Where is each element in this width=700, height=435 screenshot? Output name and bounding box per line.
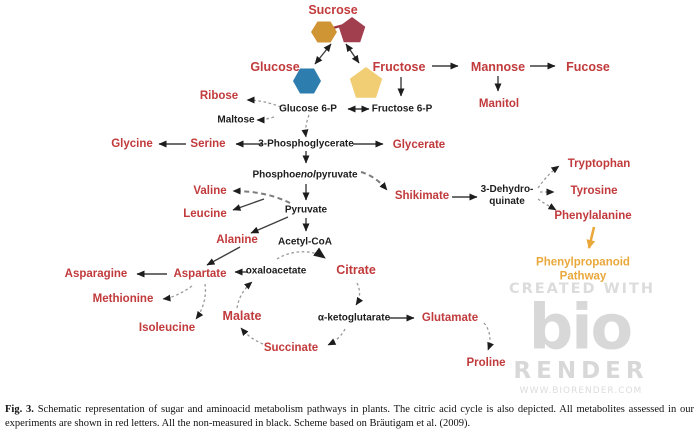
- pep-suffix: pyruvate: [315, 169, 358, 181]
- node-mannose: Mannose: [470, 60, 526, 74]
- arrow-glucose6p-ribose: [247, 100, 281, 107]
- node-isoleucine: Isoleucine: [138, 322, 196, 334]
- node-fructose6p: Fructose 6-P: [371, 103, 433, 115]
- node-phenylpropanoid-pathway: [536, 256, 630, 283]
- arrow-glutamate-proline: [484, 323, 490, 350]
- arrow-pyruvate-alanine: [251, 217, 288, 233]
- node-oxaloacetate: oxaloacetate: [245, 265, 307, 277]
- arrow-pep-shikimate: [361, 172, 387, 190]
- arrow-malate-oxaloacetate: [237, 282, 252, 308]
- biorender-watermark-url: WWW.BIORENDER.COM: [519, 386, 643, 396]
- node-citrate: Citrate: [336, 263, 376, 277]
- node-proline: Proline: [466, 357, 506, 369]
- arrow-aspartate-isoleucine: [196, 284, 205, 319]
- node-3-phosphoglycerate: 3-Phosphoglycerate: [258, 138, 354, 150]
- node-shikimate: Shikimate: [394, 190, 450, 202]
- arrow-citrate-akg: [356, 283, 360, 305]
- node-pyruvate: Pyruvate: [284, 204, 328, 216]
- arrow-dehydroquinate-phenylalanine: [538, 199, 556, 210]
- figure-caption-label: Fig. 3.: [5, 404, 34, 415]
- arrow-alanine-aspartate: [207, 247, 240, 265]
- node-glycine: Glycine: [111, 138, 153, 150]
- phenylpropanoid-line1: Phenylpropanoid: [536, 256, 630, 269]
- arrow-glucose6p-3pg: [306, 115, 309, 137]
- arrow-pyruvate-leucine: [233, 199, 264, 210]
- node-sucrose: Sucrose: [308, 3, 358, 17]
- node-glycerate: Glycerate: [392, 139, 446, 151]
- dehydroquinate-line2: quinate: [489, 196, 525, 207]
- arrow-succinate-malate: [241, 328, 263, 344]
- node-succinate: Succinate: [263, 342, 319, 354]
- node-serine: Serine: [190, 138, 226, 150]
- node-fucose: Fucose: [566, 60, 610, 74]
- arrow-sucrose-glucose: [315, 44, 331, 64]
- node-malate: Malate: [222, 309, 262, 323]
- dehydroquinate-line1: 3-Dehydro-: [480, 184, 534, 196]
- arrow-glucose6p-maltose: [257, 117, 274, 120]
- node-alanine: Alanine: [216, 234, 258, 246]
- arrow-oxaloacetate-citrate: [277, 252, 325, 259]
- phenylpropanoid-line2: Pathway: [559, 270, 607, 282]
- biorender-watermark-created-with: CREATED WITH: [508, 281, 656, 297]
- node-tyrosine: Tyrosine: [570, 185, 618, 197]
- node-glucose6p: Glucose 6-P: [279, 103, 337, 115]
- node-phosphoenolpyruvate: [252, 170, 357, 181]
- node-valine: Valine: [193, 185, 227, 197]
- figure-caption-text: Schematic representation of sugar and aminoacid metabolism pathways in plants. The citric acid cycle is also depicted. All metabolites assessed in our experiments are shown in red letters. All the non-measured in black. Scheme based on Bräutigam et al. (2009).: [5, 404, 695, 429]
- biorender-logo: bio: [528, 290, 632, 364]
- arrow-akg-succinate: [328, 329, 345, 345]
- node-glutamate: Glutamate: [421, 312, 479, 324]
- node-methionine: Methionine: [92, 293, 154, 305]
- node-phenylalanine: Phenylalanine: [554, 210, 632, 222]
- sucrose-fructose-pentagon: [339, 17, 366, 42]
- node-fructose: Fructose: [372, 60, 426, 74]
- pep-enol-italic: enol: [295, 169, 316, 181]
- node-ribose: Ribose: [199, 90, 239, 102]
- biorender-watermark-render: RENDER: [513, 358, 649, 384]
- figure-caption: [5, 403, 694, 430]
- node-glucose: Glucose: [250, 60, 300, 74]
- pep-prefix: Phospho: [252, 169, 296, 181]
- node-alpha-ketoglutarate: α-ketoglutarate: [317, 312, 391, 324]
- node-maltose: Maltose: [217, 114, 255, 126]
- arrow-phenylalanine-phenylpropanoid: [589, 227, 594, 248]
- arrow-sucrose-fructose: [346, 44, 359, 63]
- node-aspartate: Aspartate: [173, 268, 227, 280]
- node-3-dehydroquinate: [481, 184, 534, 208]
- node-tryptophan: Tryptophan: [567, 158, 631, 170]
- node-acetyl-coa: Acetyl-CoA: [278, 236, 332, 248]
- node-asparagine: Asparagine: [64, 268, 128, 280]
- arrow-pyruvate-valine: [233, 191, 290, 203]
- node-manitol: Manitol: [478, 98, 520, 110]
- sucrose-glucose-hexagon: [311, 22, 337, 43]
- arrow-aspartate-methionine: [163, 286, 192, 299]
- node-leucine: Leucine: [183, 208, 227, 220]
- arrow-dehydroquinate-tryptophan: [538, 166, 559, 188]
